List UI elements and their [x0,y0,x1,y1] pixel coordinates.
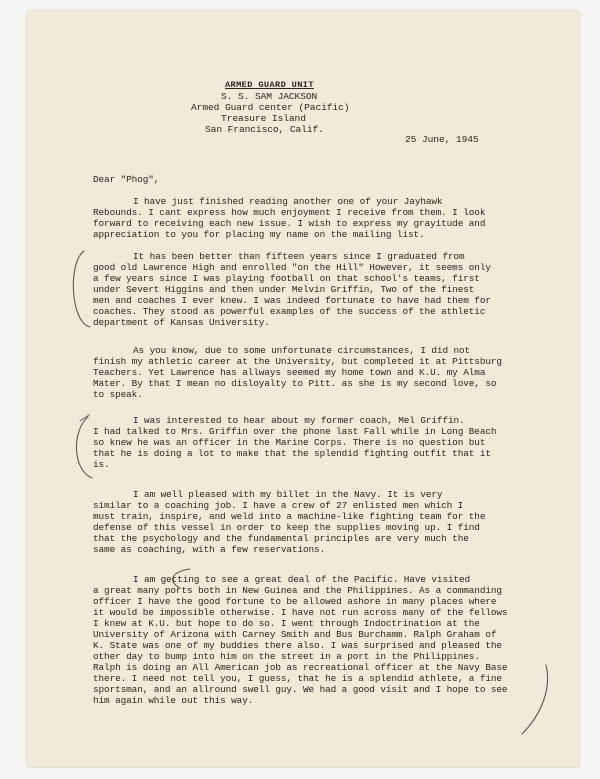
body-line: coaches. They stood as powerful examples of the success of the athletic [93,306,486,317]
body-line: it would be impossible otherwise. I have not run across many of the fellows [93,607,508,618]
body-line: It has been better than fifteen years since I graduated from [133,251,465,262]
body-line: I knew at K.U. but hope to do so. I went through Indoctrination at the [93,618,480,629]
body-line: forward to receiving each new issue. I wish to express my grayitude and [93,218,486,229]
body-line: a great many ports both in New Guinea and the Philippines. As a commanding [93,585,502,596]
body-line: that he is doing a lot to make that the splendid fighting outfit that it [93,448,491,459]
body-line: Ralph is doing an All American job as recreational officer at the Navy Base [93,662,508,673]
body-line: University of Arizona with Carney Smith and Bus Burchamm. Ralph Graham of [93,629,497,640]
body-line: him again while out this way. [93,695,254,706]
body-line: a few years since I was playing football on that school's teams, first [93,273,480,284]
body-line: I am getting to see a great deal of the Pacific. Have visited [133,574,471,585]
body-line: I have just finished reading another one of your Jayhawk [133,196,443,207]
body-line: Mater. By that I mean no disloyalty to Pitt. as she is my second love, so [93,378,497,389]
body-line: As you know, due to some unfortunate circumstances, I did not [133,345,471,356]
body-line: good old Lawrence High and enrolled "on the Hill" However, it seems only [93,262,491,273]
body-line: Teachers. Yet Lawrence has allways seemed my home town and K.U. my Alma [93,367,486,378]
body-line: similar to a coaching job. I have a crew of 27 enlisted men which I [93,500,464,511]
body-line: officer I have the good fortune to be allowed ashore in many places where [93,596,497,607]
body-line: men and coaches I ever knew. I was indeed fortunate to have had them for [93,295,491,306]
body-line: I am well pleased with my billet in the Navy. It is very [133,489,443,500]
body-line: same as coaching, with a few reservations. [93,544,326,555]
body-line: I had talked to Mrs. Griffin over the phone last Fall while in Long Beach [93,426,497,437]
body-line: Rebounds. I cant express how much enjoyment I receive from them. I look [93,207,486,218]
body-line: appreciation to you for placing my name on the mailing list. [93,229,425,240]
body-line: there. I need not tell you, I guess, that he is a splendid athlete, a fine [93,673,502,684]
header-center: Armed Guard center (Pacific) [191,102,350,113]
body-line: finish my athletic career at the University, but completed it at Pittsburg [93,356,502,367]
body-line: department of Kansas University. [93,317,270,328]
body-line: to speak. [93,389,143,400]
body-line: that the psychology and the fundamental principles are very much the [93,533,469,544]
body-line: under Severt Higgins and then under Melvin Griffin, Two of the finest [93,284,475,295]
body-line: K. State was one of my buddies there also. I was surprised and pleased the [93,640,502,651]
salutation: Dear "Phog", [93,174,160,185]
header-city: San Francisco, Calif. [205,124,324,135]
body-line: I was interested to hear about my former coach, Mel Griffin. [133,415,465,426]
header-ship: S. S. SAM JACKSON [221,91,318,102]
body-line: other day to bump into him on the street in a port in the Philippines. [93,651,480,662]
body-line: is. [93,459,110,470]
body-line: so knew he was an officer in the Marine Corps. There is no question but [93,437,486,448]
header-location: Treasure Island [221,113,306,124]
header-unit: ARMED GUARD UNIT [225,80,314,90]
body-line: defense of this vessel in order to keep the supplies moving up. I find [93,522,480,533]
letter-date: 25 June, 1945 [405,134,479,145]
body-line: sportsman, and an allround swell guy. We had a good visit and I hope to see [93,684,508,695]
body-line: must train, inspire, and weld into a machine-like fighting team for the [93,511,486,522]
